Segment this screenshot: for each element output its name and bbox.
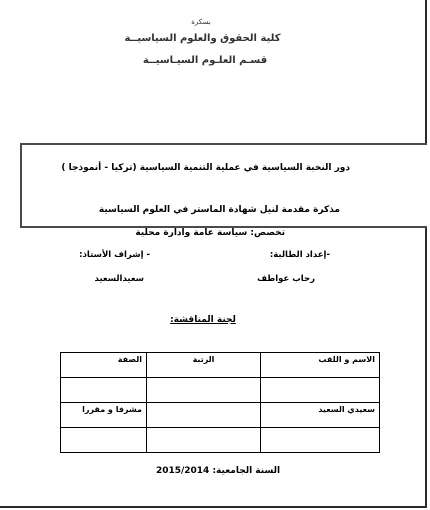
thesis-title: دور النخبة السياسية في عملية التنمية السياسية (تركيا - أنموذجا ): [61, 163, 350, 173]
table-cell: [147, 428, 261, 453]
university-name: بسكرة: [191, 18, 211, 26]
committee-table: [60, 352, 380, 453]
header-rank: الرتبة: [147, 353, 261, 378]
header-role: الصفة: [61, 353, 147, 378]
prepared-by-label: -إعداد الطالبة:: [269, 250, 330, 260]
academic-year: السنة الجامعية: 2015/2014: [155, 466, 281, 476]
table-cell: سعيدي السعيد: [261, 403, 380, 428]
table-row: [61, 378, 380, 403]
supervised-by-label: - إشراف الأستاذ:: [79, 250, 150, 260]
table-cell: [261, 428, 380, 453]
table-cell: [61, 428, 147, 453]
table-cell: [147, 403, 261, 428]
thesis-subtitle: مذكرة مقدمة لنيل شهادة الماستر في العلوم السياسية: [98, 205, 340, 215]
table-cell: [261, 378, 380, 403]
committee-heading: لجنة المناقشة:: [170, 315, 236, 325]
title-box: [20, 143, 427, 228]
department-name: قسـم العلـوم السيـاسيــة: [142, 55, 268, 66]
faculty-name: كلية الحقوق والعلوم السياسيــة: [124, 33, 281, 44]
table-cell: [147, 378, 261, 403]
table-cell: مشرفا و مقررا: [61, 403, 147, 428]
table-row: [61, 403, 380, 428]
specialty-line: تخصص: سياسة عامة وادارة محلية: [135, 228, 285, 238]
header-name: الاسم و اللقب: [261, 353, 380, 378]
table-header-row: [61, 353, 380, 378]
student-name: رحاب عواطف: [257, 274, 315, 284]
supervisor-name: سعيدالسعيد: [94, 274, 144, 284]
table-cell: [61, 378, 147, 403]
table-row: [61, 428, 380, 453]
